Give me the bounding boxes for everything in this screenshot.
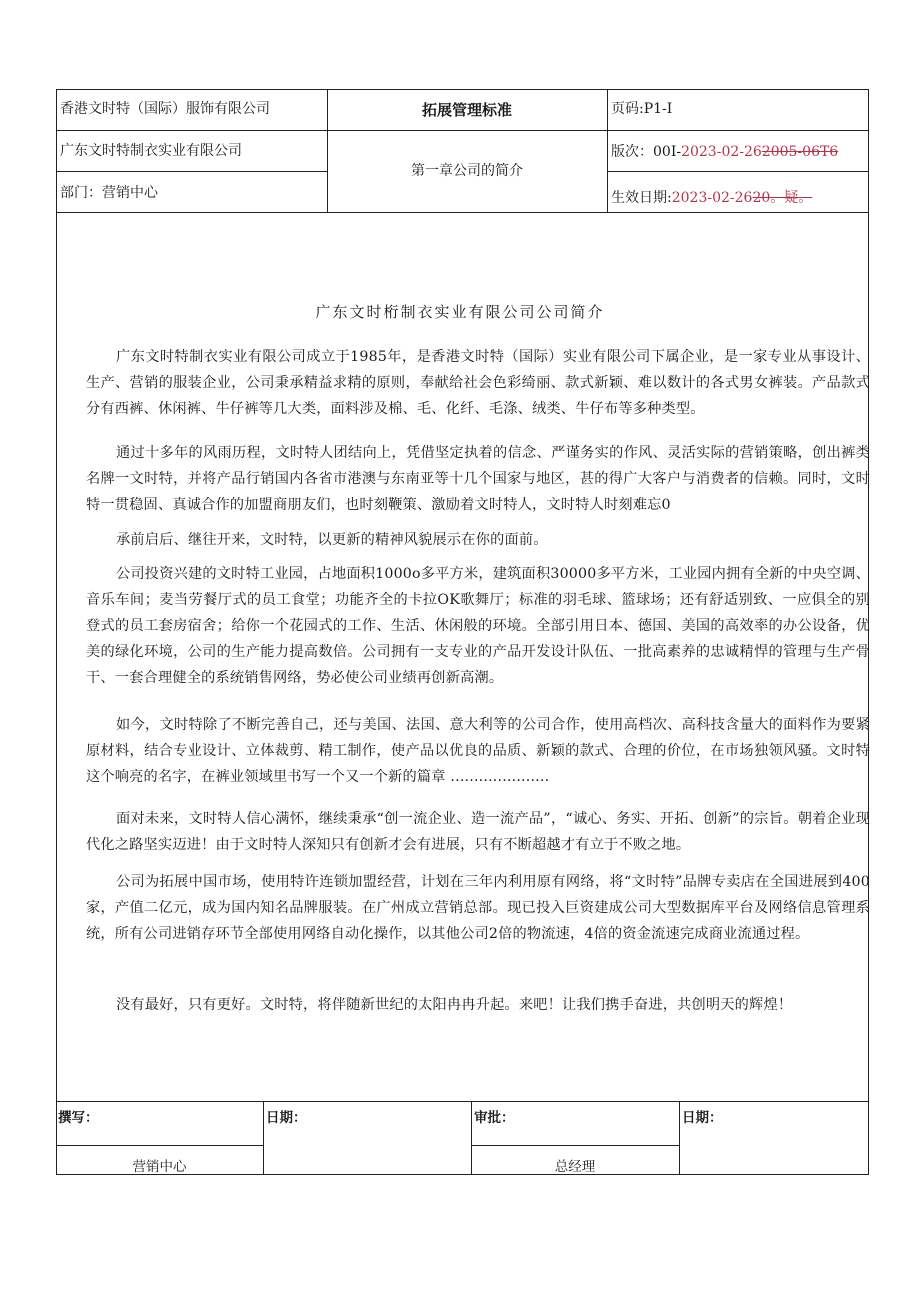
version xyxy=(611,144,838,160)
effective-old: 20。疑。 xyxy=(752,190,813,206)
footer-top-border xyxy=(56,1101,869,1102)
header-bottom-border xyxy=(56,212,869,213)
footer-mid-border-right xyxy=(471,1145,679,1146)
header-row2-right-border xyxy=(607,171,869,172)
document-title: 广东文时桁制衣实业有限公司公司简介 xyxy=(315,303,605,321)
chapter-title: 第一章公司的简介 xyxy=(411,163,523,179)
header-divider-2 xyxy=(607,89,608,212)
version-old: 2005-06T6 xyxy=(761,144,839,160)
footer-dept: 营销中心 xyxy=(132,1159,187,1175)
page-code: 页码:P1-I xyxy=(611,101,673,117)
effective-label: 生效日期: xyxy=(611,190,672,206)
paragraph-7: 公司为拓展中国市场，使用特许连锁加盟经营，计划在三年内利用原有网络，将“文时特”品牌专卖店在全国进展到400家，产值二亿元，成为国内知名品牌服装。在广州成立营销总部。现已投入巨资建成公司大型数据库平台及网络信息管理系统，所有公司进销存环节全部使用网络自动化操作，以其他公司2倍的物流速，4倍的资金流速完成商业流通过程。 xyxy=(86,874,870,942)
department: 部门：营销中心 xyxy=(60,185,158,201)
writer-label: 撰写： xyxy=(58,1110,99,1126)
paragraph-8: 没有最好，只有更好。文时特，将伴随新世纪的太阳冉冉升起。来吧！让我们携手奋进，共创明天的辉煌！ xyxy=(116,997,793,1013)
company-gd: 广东文时特制衣实业有限公司 xyxy=(60,143,242,159)
doc-type: 拓展管理标准 xyxy=(421,101,512,119)
footer-divider-1 xyxy=(263,1101,264,1174)
version-label: 版次：00I- xyxy=(611,144,682,160)
footer-manager: 总经理 xyxy=(554,1159,596,1175)
paragraph-3: 承前启后、继往开来，文时特，以更新的精神风貌展示在你的面前。 xyxy=(116,532,548,548)
company-hk: 香港文时特（国际）服饰有限公司 xyxy=(60,101,270,117)
paragraph-1: 广东文时特制衣实业有限公司成立于1985年，是香港文时特（国际）实业有限公司下属企业，是一家专业从事设计、生产、营销的服装企业，公司秉承精益求精的原则，奉献给社会色彩绮丽、款式新颖、难以数计的各式男女裤装。产品款式分有西裤、休闲裤、牛仔裤等几大类，面料涉及棉、毛、化纤、毛涤、绒类、牛仔布等多种类型。 xyxy=(86,349,870,417)
header-top-border xyxy=(56,89,869,90)
header-row2-left-border xyxy=(56,171,327,172)
version-new: 2023-02-26 xyxy=(681,144,762,160)
frame-left-border xyxy=(56,89,57,1175)
footer-mid-border-left xyxy=(56,1145,263,1146)
date-label-2: 日期： xyxy=(682,1110,723,1126)
effective-date xyxy=(611,190,812,206)
paragraph-6: 面对未来，文时特人信心满怀，继续秉承“创一流企业、造一流产品”，“诚心、务实、开拓、创新”的宗旨。朝着企业现代化之路坚实迈进！由于文时特人深知只有创新才会有进展，只有不断超越才有立于不败之地。 xyxy=(86,811,870,853)
date-label-1: 日期： xyxy=(266,1110,307,1126)
footer-divider-3 xyxy=(679,1101,680,1174)
paragraph-4: 公司投资兴建的文时特工业园，占地面积1000o多平方米，建筑面积30000多平方米，工业园内拥有全新的中央空调、音乐车间；麦当劳餐厅式的员工食堂；功能齐全的卡拉OK歌舞厅；标准的羽毛球、篮球场；还有舒适别致、一应俱全的别登式的员工套房宿舍；给你一个花园式的工作、生活、休闲般的环境。全部引用日本、德国、美国的高效率的办公设备，优美的绿化环境，公司的生产能力提高数倍。公司拥有一支专业的产品开发设计队伍、一批高素养的忠诚精悍的管理与生产骨干、一套合理健全的系统销售网络，势必使公司业绩再创新高潮。 xyxy=(86,566,870,686)
paragraph-2: 通过十多年的风雨历程，文时特人团结向上，凭借坚定执着的信念、严谨务实的作风、灵活实际的营销策略，创出裤类名牌一文时特，并将产品行销国内各省市港澳与东南亚等十几个国家与地区，甚的得广大客户与消费者的信赖。同时，文时特一贯稳固、真诚合作的加盟商朋友们，也时刻鞭策、激励着文时特人，文时特人时刻难忘0 xyxy=(86,445,870,513)
header-row1-border xyxy=(56,130,869,131)
paragraph-5: 如今，文时特除了不断完善自己，还与美国、法国、意大利等的公司合作，使用高档次、高科技含量大的面料作为要紧原材料，结合专业设计、立体裁剪、精工制作，使产品以优良的品质、新颖的款式、合理的价位，在市场独领风骚。文时特这个响亮的名字，在裤业领域里书写一个又一个新的篇章 ..................... xyxy=(86,717,870,785)
effective-new: 2023-02-26 xyxy=(671,190,753,206)
review-label: 审批： xyxy=(474,1110,515,1126)
